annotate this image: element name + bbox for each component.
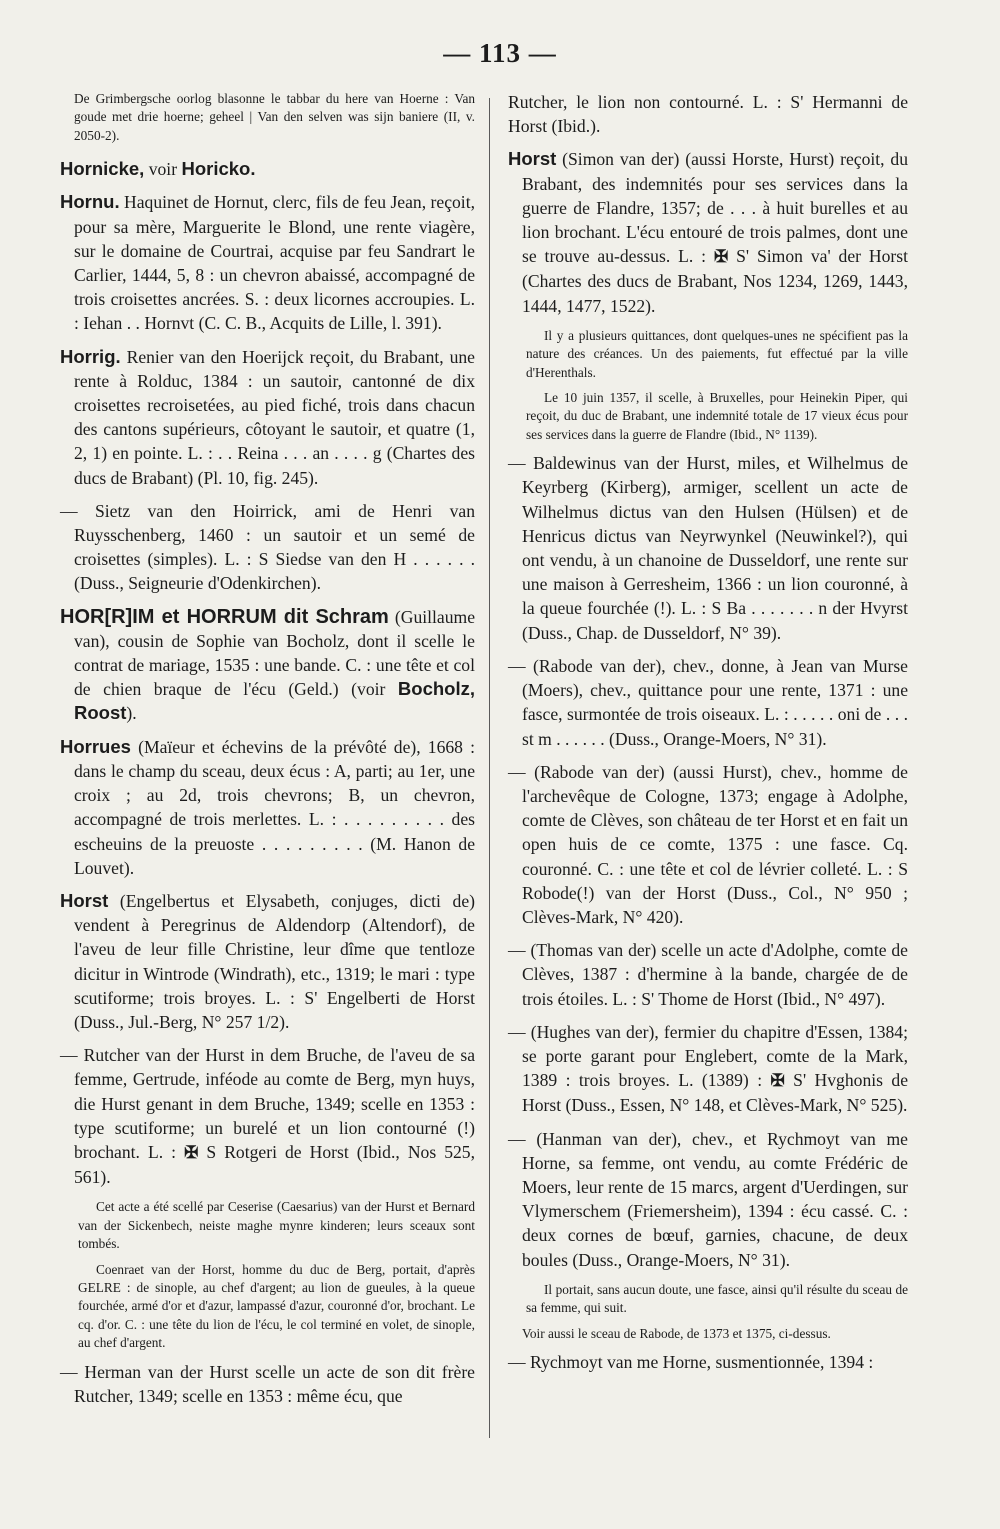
footnote-fasce: Il portait, sans aucun doute, une fasce, ainsi qu'il résulte du sceau de sa femme, qui suit. — [526, 1281, 908, 1316]
entry-herman: — Herman van der Hurst scelle un acte de son dit frère Rutcher, 1349; scelle en 1353 : même écu, que — [60, 1361, 475, 1406]
entry-horrim: HOR[R]IM et HORRUM dit Schram (Guillaume van), cousin de Sophie van Bocholz, dont il scelle le contrat de mariage, 1535 : une bande. C. : une tête et col de chien braque de l'écu (Geld.) (voir Bocholz, Roost). — [60, 605, 475, 724]
footnote-coenraet: Coenraet van der Horst, homme du duc de Berg, portait, d'après GELRE : de sinople, au chef d'argent; au lion de gueules, à la queue fourchée, armé d'or et d'azur, lampassé d'azur, couronné d'or, brochant. Le cq. d'or. C. : une tête du lion de l'écu, le col terminé en volet, de sinople, au chef d'argent. — [78, 1261, 475, 1351]
cross-icon: ✠ — [713, 247, 729, 267]
footnote-ceserise: Cet acte a été scellé par Ceserise (Caesarius) van der Hurst et Bernard van der Sickenbech, neiste maghe mynre kinderen; leurs sceaux sont tombés. — [78, 1199, 475, 1252]
entry-rabode-1373: — (Rabode van der) (aussi Hurst), chev., homme de l'archevêque de Cologne, 1373; engage à Adolphe, comte de Clèves, son château de ter Horst et en fait un open huis de ce comte, 1375 : une fasce. Cq. couronné. C. : une tête et col de lévrier colleté. L. : S Robode(!) van der Horst (Duss., Col., N° 950 ; Clèves-Mark, N° 420). — [508, 761, 908, 927]
entry-hughes: — (Hughes van der), fermier du chapitre d'Essen, 1384; se porte garant pour Englebert, comte de la Mark, 1389 : trois broyes. L. (1389) : ✠ S' Hvghonis de Horst (Duss., Essen, N° 148, et Clèves-Mark, N° 525). — [508, 1021, 908, 1116]
entry-horrig: Horrig. Renier van den Hoerijck reçoit, du Brabant, une rente à Rolduc, 1384 : un sautoir, cantonné de dix croisettes recroisetées, au pied fiché, trois dans chacun des cantons supérieurs, côtoyant le sautoir, et quatre (1, 2, 1) en pointe. L. : . . Reina . . . an . . . . g (Chartes des ducs de Brabant) (Pl. 10, fig. 245). — [60, 345, 475, 488]
entry-hornicke: Hornicke, voir Horicko. — [60, 158, 256, 180]
right-column — [508, 90, 908, 1383]
left-column — [60, 90, 475, 1417]
footnote-quittances: Il y a plusieurs quittances, dont quelques-unes ne spécifient pas la nature des créances. Un des paiements, fut effectué par la ville d'Herenthals. — [526, 327, 908, 380]
entry-horst-engelbertus: Horst (Engelbertus et Elysabeth, conjuges, dicti de) vendent à Peregrinus de Aldendorp (Altendorf), de l'aveu de leur fille Christine, leur dîme que tentloze dicitur in Wintrode (Windrath), etc., 1319; le mari : type scutiforme; trois broyes. L. : S' Engelberti de Horst (Duss., Jul.-Berg, N° 257 1/2). — [60, 889, 475, 1032]
entry-horst-simon: Horst (Simon van der) (aussi Horste, Hurst) reçoit, du Brabant, des indemnités pour ses services dans la guerre de Flandre, 1357; de . . . à huit burelles et au lion brochant. L'écu entouré de trois palmes, dont une se trouve au-dessus. L. : ✠ S' Simon va' der Horst (Chartes des ducs de Brabant, Nos 1234, 1269, 1443, 1444, 1477, 1522). — [508, 148, 908, 316]
intro-note: De Grimbergsche oorlog blasonne le tabbar du here van Hoerne : Van goude met drie hoerne; geheel | Van den selven was sijn baniere (II, v. 2050-2). — [74, 91, 475, 143]
entry-hanman: — (Hanman van der), chev., et Rychmoyt van me Horne, sa femme, ont vendu, au comte Frédéric de Moers, leur rente de 15 marcs, argent d'Uerdingen, sur Vlymerschem (Friemersheim), 1394 : écu cassé. C. : deux cornes de bœuf, garnies, chacune, de deux boules (Duss., Orange-Moers, N° 31). — [508, 1128, 908, 1270]
entry-hornu: Hornu. Haquinet de Hornut, clerc, fils de feu Jean, reçoit, pour sa mère, Marguerite le Blond, une rente viagère, sur le domaine de Courtrai, acquise par feu Sandrart le Carlier, 1444, 5, 8 : un chevron abaissé, accompagné de trois croisettes ancrées. S. : deux licornes accroupies. L. : Iehan . . Hornvt (C. C. B., Acquits de Lille, l. 391). — [60, 191, 475, 334]
entry-horrues: Horrues (Maïeur et échevins de la prévôté de), 1668 : dans le champ du sceau, deux écus : A, parti; au 1er, une croix ; au 2d, trois chevrons; B, un chevron, accompagné de trois merlettes. L. : . . . . . . . . . des escheuins de la preuoste . . . . . . . . . (M. Hanon de Louvet). — [60, 735, 475, 878]
entry-baldewinus: — Baldewinus van der Hurst, miles, et Wilhelmus de Keyrberg (Kirberg), armiger, scellent un acte de Wilhelmus dictus van den Hulsen (Hülsen) et de Henricus dictus van Neyrwynkel (Neuwinkel?), qui ont vendu, à un chanoine de Dusseldorf, une rente sur une maison à Gerresheim, 1366 : un lion couronné, à la queue fourchée (!). L. : S Ba . . . . . . . n der Hvyrst (Duss., Chap. de Dusseldorf, N° 39). — [508, 453, 908, 643]
entry-rutcher: — Rutcher van der Hurst in dem Bruche, de l'aveu de sa femme, Gertrude, inféode au comte de Berg, myn huys, die Hurst genant in dem Bruche, 1349; scelle en 1353 : type scutiforme; un burelé et un lion contourné (!) brochant. L. : ✠ S Rotgeri de Horst (Ibid., Nos 525, 561). — [60, 1045, 475, 1188]
cross-icon: ✠ — [184, 1142, 199, 1162]
entry-rutcher-continued: Rutcher, le lion non contourné. L. : S' Hermanni de Horst (Ibid.). — [508, 92, 908, 137]
entry-thomas: — (Thomas van der) scelle un acte d'Adolphe, comte de Clèves, 1387 : d'hermine à la bande, chargée de de trois étoiles. L. : S' Thome de Horst (Ibid., N° 497). — [508, 940, 908, 1009]
footnote-rabode: Voir aussi le sceau de Rabode, de 1373 et 1375, ci-dessus. — [522, 1325, 831, 1341]
footnote-heinekin: Le 10 juin 1357, il scelle, à Bruxelles, pour Heinekin Piper, qui reçoit, du duc de Brabant, une indemnité totale de 17 vieux écus pour ses services dans la guerre de Flandre (Ibid., N° 1139). — [526, 390, 908, 442]
cross-icon: ✠ — [770, 1071, 785, 1091]
page-number: — 113 — — [443, 38, 557, 68]
entry-rabode-1371: — (Rabode van der), chev., donne, à Jean van Murse (Moers), chev., quittance pour une rente, 1371 : une fasce, surmontée de trois oiseaux. L. : . . . . . oni de . . . st m . . . . . . (Duss., Orange-Moers, N° 31). — [508, 655, 908, 749]
entry-rychmoyt: — Rychmoyt van me Horne, susmentionnée, 1394 : — [508, 1351, 874, 1372]
column-divider — [489, 98, 490, 1438]
entry-sietz: — Sietz van den Hoirrick, ami de Henri van Ruysschenberg, 1460 : un sautoir et un semé de croisettes (simples). L. : S Siedse van den H . . . . . . (Duss., Seigneurie d'Odenkirchen). — [60, 500, 475, 594]
